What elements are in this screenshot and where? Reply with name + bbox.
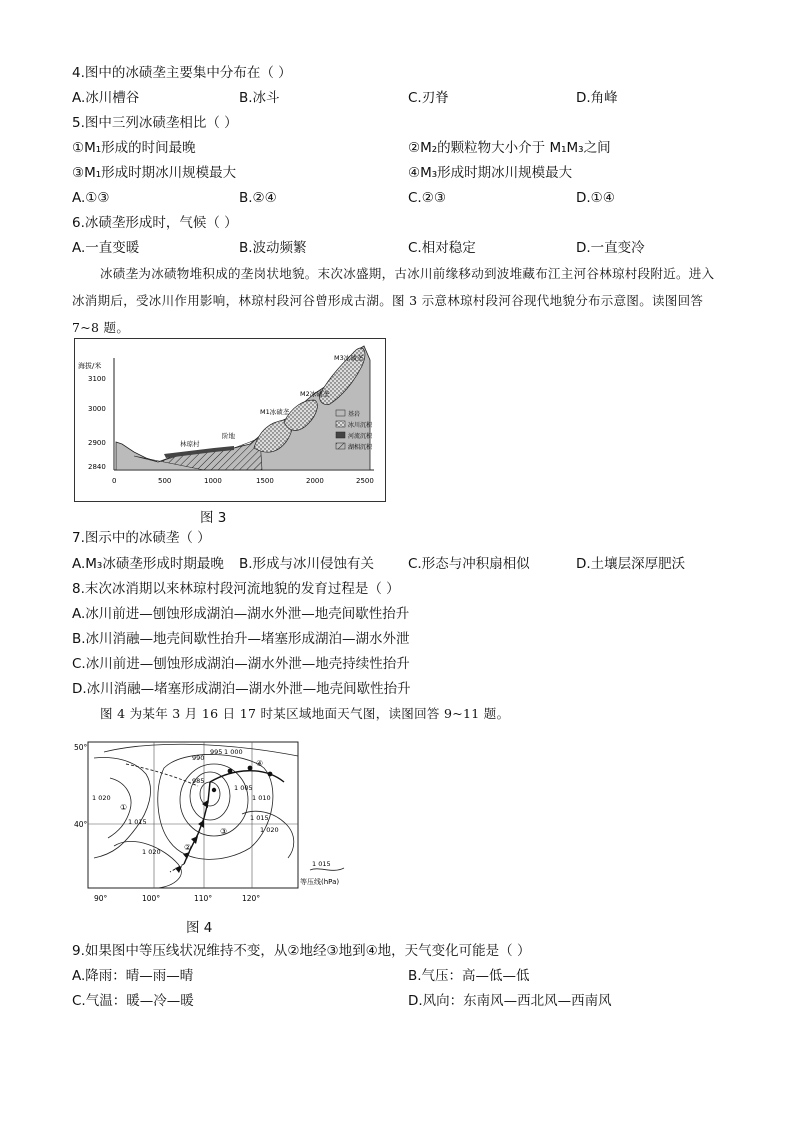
q6-option-d: D.一直变冷: [576, 240, 645, 256]
isobar-label: 995: [210, 748, 223, 756]
fig3-xtick: 2500: [356, 477, 374, 485]
q9-option-a: A.降雨：晴—雨—晴: [72, 968, 194, 984]
point-2: ②: [184, 843, 192, 852]
q9-option-c: C.气温：暖—冷—暖: [72, 993, 194, 1009]
q5-option-d: D.①④: [576, 190, 615, 206]
q5-option-b: B.②④: [239, 190, 277, 206]
lon-label: 100°: [142, 894, 161, 903]
q8-stem: 8.末次冰消期以来林琼村段河流地貌的发育过程是（ ）: [72, 581, 400, 597]
point-3: ③: [220, 827, 228, 836]
q4-option-d: D.角峰: [576, 90, 618, 106]
legend-item: 河流沉积: [348, 433, 373, 440]
q4-option-a: A.冰川槽谷: [72, 90, 140, 106]
fig3-ytick: 2900: [88, 439, 106, 447]
isobar-label: 1 000: [224, 748, 243, 756]
lon-label: 120°: [242, 894, 261, 903]
figure-4-weather-map: [74, 738, 364, 906]
q5-statement-3: ③M₁形成时期冰川规模最大: [72, 165, 237, 181]
q5-statement-4: ④M₃形成时期冰川规模最大: [408, 165, 573, 181]
point-4: ④: [256, 759, 264, 768]
q7-option-c: C.形态与冲积扇相似: [408, 556, 530, 572]
lon-label: 110°: [194, 894, 213, 903]
isobar-label: 985: [192, 777, 205, 785]
q7-option-d: D.土壤层深厚肥沃: [576, 556, 686, 572]
q5-statement-2: ②M₂的颗粒物大小介于 M₁M₃之间: [408, 140, 611, 156]
q9-option-b: B.气压：高—低—低: [408, 968, 530, 984]
isobar-label: 1 020: [142, 848, 161, 856]
fig3-xtick: 500: [158, 477, 172, 485]
isobar-label: 990: [192, 754, 205, 762]
isobar-label: 1 020: [260, 826, 279, 834]
fig3-xtick: 2000: [306, 477, 324, 485]
fig4-legend: [300, 860, 344, 886]
q5-option-c: C.②③: [408, 190, 446, 206]
q8-option-a: A.冰川前进—刨蚀形成湖泊—湖水外泄—地壳间歇性抬升: [72, 606, 410, 622]
q8-option-b: B.冰川消融—地壳间歇性抬升—堵塞形成湖泊—湖水外泄: [72, 631, 410, 647]
q4-stem: 4.图中的冰碛垄主要集中分布在（ ）: [72, 65, 292, 81]
fig3-ytick: 2840: [88, 463, 106, 471]
fig3-ytick: 3000: [88, 405, 106, 413]
isobar-label: 1 015: [250, 814, 269, 822]
q9-stem: 9.如果图中等压线状况维持不变，从②地经③地到④地，天气变化可能是（ ）: [72, 943, 531, 959]
lon-label: 90°: [94, 894, 108, 903]
q6-option-c: C.相对稳定: [408, 240, 476, 256]
q7-stem: 7.图示中的冰碛垄（ ）: [72, 530, 211, 546]
figure-3-profile: [74, 338, 386, 502]
q4-option-b: B.冰斗: [239, 90, 280, 106]
lat-label: 40°: [74, 820, 88, 829]
point-1: ①: [120, 803, 128, 812]
figure-4-caption: 图 4: [186, 920, 213, 936]
q6-stem: 6.冰碛垄形成时，气候（ ）: [72, 215, 238, 231]
q9-option-d: D.风向：东南风—西北风—西南风: [408, 993, 612, 1009]
label-m3: M3冰碛垄: [334, 354, 364, 362]
isobar-label: 1 020: [92, 794, 111, 802]
label-m1: M1冰碛垄: [260, 408, 290, 416]
fig3-ylabel: 海拔/米: [78, 362, 102, 370]
q4-option-c: C.刃脊: [408, 90, 449, 106]
q7-option-a: A.M₃冰碛垄形成时期最晚: [72, 556, 224, 572]
label-village: 林琼村: [180, 440, 200, 448]
isobar-label: 1 015: [128, 818, 147, 826]
q7-option-b: B.形成与冰川侵蚀有关: [239, 556, 375, 572]
isobar-label: 1 005: [234, 784, 253, 792]
lat-label: 50°: [74, 743, 88, 752]
fig3-xtick: 1500: [256, 477, 274, 485]
legend-item: 冰川沉积: [348, 422, 373, 429]
isobar-label: 1 010: [252, 794, 271, 802]
legend-item: 湖相沉积: [348, 444, 373, 451]
figure-3-caption: 图 3: [200, 510, 227, 526]
q6-option-a: A.一直变暖: [72, 240, 140, 256]
passage-weather: 图 4 为某年 3 月 16 日 17 时某区域地面天气图，读图回答 9~11 题。: [100, 706, 510, 721]
legend-label: 等压线(hPa): [300, 878, 340, 886]
legend-value: 1 015: [312, 860, 331, 868]
fig3-ytick: 3100: [88, 375, 106, 383]
q8-option-d: D.冰川消融—堵塞形成湖泊—湖水外泄—地壳间歇性抬升: [72, 681, 411, 697]
label-terrace: 阶地: [222, 432, 235, 440]
q5-stem: 5.图中三列冰碛垄相比（ ）: [72, 115, 238, 131]
q5-option-a: A.①③: [72, 190, 110, 206]
q8-option-c: C.冰川前进—刨蚀形成湖泊—湖水外泄—地壳持续性抬升: [72, 656, 410, 672]
q6-option-b: B.波动频繁: [239, 240, 307, 256]
fig3-xtick: 1000: [204, 477, 222, 485]
label-m2: M2冰碛垄: [300, 390, 330, 398]
fig3-xtick: 0: [112, 477, 117, 485]
passage-moraine: 冰碛垄为冰碛物堆积成的垄岗状地貌。末次冰盛期，古冰川前缘移动到波堆藏布江主河谷林琼村段附近。进入冰消期后，受冰川作用影响，林琼村段河谷曾形成古湖。图 3 示意林琼村段河谷现代地貌分布示意图。读图回答 7~8 题。: [72, 266, 715, 335]
legend-item: 基岩: [348, 411, 361, 418]
q5-statement-1: ①M₁形成的时间最晚: [72, 140, 196, 156]
